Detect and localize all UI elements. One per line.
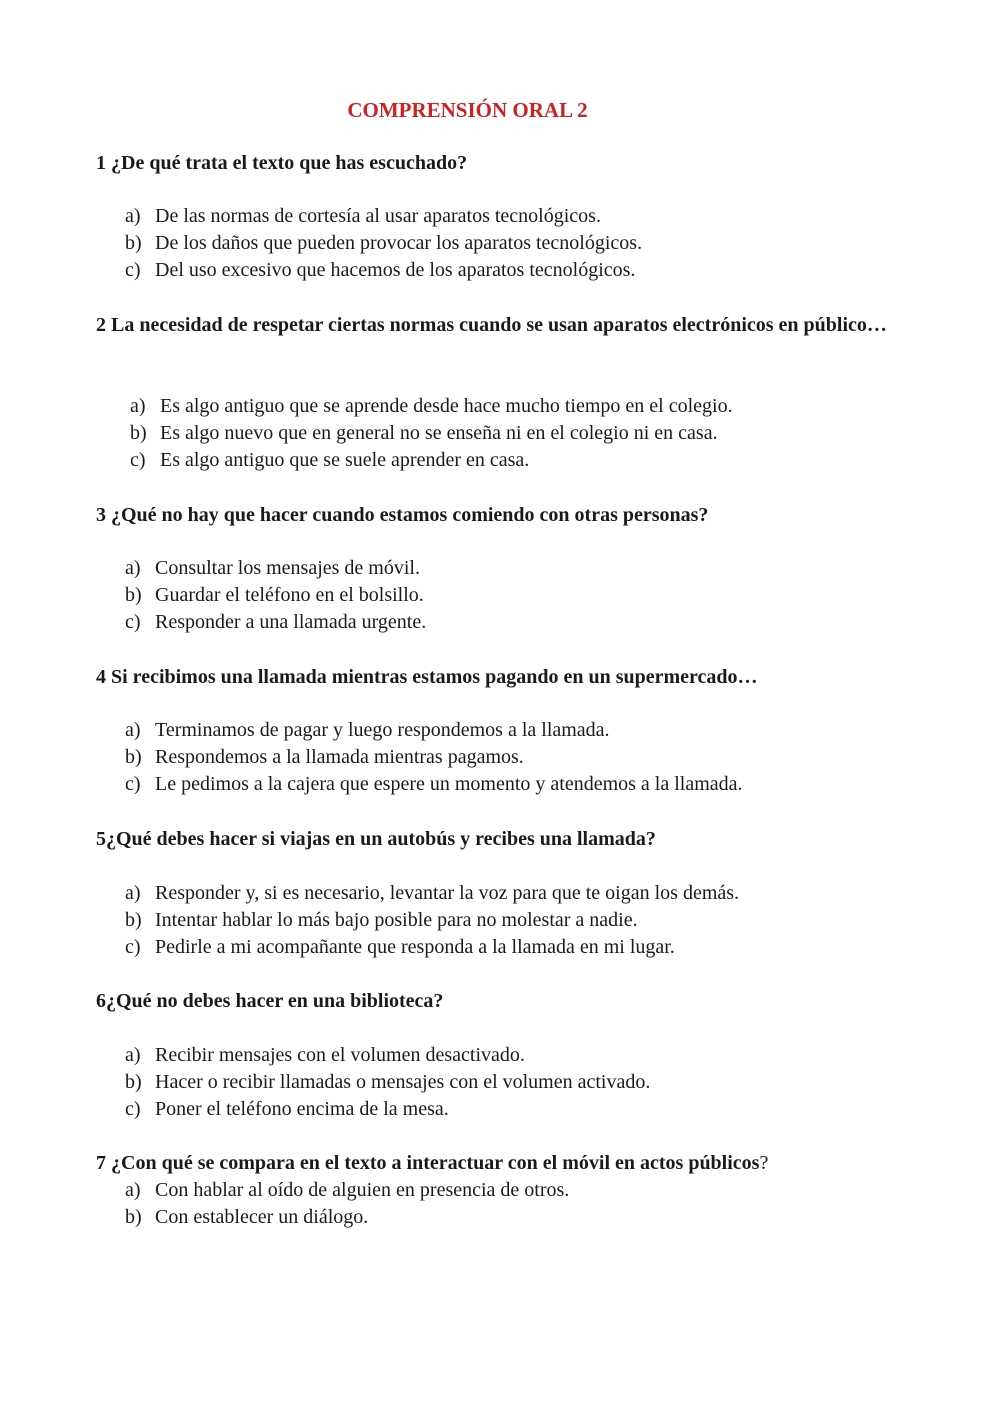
question-3-text: 3 ¿Qué no hay que hacer cuando estamos comiendo con otras personas? — [96, 504, 709, 526]
option-4b[interactable] — [125, 744, 743, 771]
question-2-options — [130, 393, 733, 474]
option-text: Recibir mensajes con el volumen desactivado. — [155, 1044, 525, 1066]
option-letter: a) — [125, 1044, 141, 1066]
option-text: Intentar hablar lo más bajo posible para no molestar a nadie. — [155, 909, 638, 931]
question-1-text: 1 ¿De qué trata el texto que has escuchado? — [96, 152, 468, 174]
option-text: Hacer o recibir llamadas o mensajes con el volumen activado. — [155, 1071, 651, 1093]
option-text: De los daños que pueden provocar los aparatos tecnológicos. — [155, 232, 643, 254]
option-letter: c) — [125, 1098, 141, 1120]
question-7-text: 7 ¿Con qué se compara en el texto a interactuar con el móvil en actos públicos — [96, 1152, 760, 1174]
question-7-mark: ? — [759, 1152, 769, 1174]
option-text: Del uso excesivo que hacemos de los aparatos tecnológicos. — [155, 259, 636, 281]
option-letter: c) — [125, 259, 141, 281]
option-3c[interactable] — [125, 609, 426, 636]
option-text: Responder y, si es necesario, levantar la voz para que te oigan los demás. — [155, 882, 740, 904]
option-text: Respondemos a la llamada mientras pagamos. — [155, 746, 524, 768]
option-1b[interactable] — [125, 230, 642, 257]
option-3a[interactable] — [125, 555, 426, 582]
option-1c[interactable] — [125, 257, 642, 284]
question-7 — [96, 1150, 906, 1177]
page-title: COMPRENSIÓN ORAL 2 — [347, 98, 588, 122]
question-3 — [96, 502, 906, 529]
option-letter: b) — [125, 909, 142, 931]
question-5-text: 5¿Qué debes hacer si viajas en un autobús y recibes una llamada? — [96, 828, 656, 850]
option-text: Es algo antiguo que se suele aprender en casa. — [160, 449, 530, 471]
option-4c[interactable] — [125, 771, 743, 798]
option-2a[interactable] — [130, 393, 733, 420]
option-5b[interactable] — [125, 907, 739, 934]
option-text: Con hablar al oído de alguien en presencia de otros. — [155, 1179, 570, 1201]
option-6c[interactable] — [125, 1096, 650, 1123]
option-7b[interactable] — [125, 1204, 569, 1231]
option-text: Es algo nuevo que en general no se enseña ni en el colegio ni en casa. — [160, 422, 718, 444]
option-text: Responder a una llamada urgente. — [155, 611, 427, 633]
option-text: Con establecer un diálogo. — [155, 1206, 369, 1228]
option-text: Es algo antiguo que se aprende desde hace mucho tiempo en el colegio. — [160, 395, 733, 417]
option-letter: a) — [125, 1179, 141, 1201]
option-5c[interactable] — [125, 934, 739, 961]
option-text: Guardar el teléfono en el bolsillo. — [155, 584, 424, 606]
option-letter: a) — [125, 882, 141, 904]
option-5a[interactable] — [125, 880, 739, 907]
option-6b[interactable] — [125, 1069, 650, 1096]
option-1a[interactable] — [125, 203, 642, 230]
question-4-options — [125, 717, 743, 798]
question-3-options — [125, 555, 426, 636]
question-7-options — [125, 1177, 569, 1231]
option-text: De las normas de cortesía al usar aparatos tecnológicos. — [155, 205, 601, 227]
option-letter: c) — [125, 773, 141, 795]
option-letter: a) — [130, 395, 146, 417]
question-1 — [96, 150, 906, 177]
option-4a[interactable] — [125, 717, 743, 744]
question-5 — [96, 826, 906, 853]
question-1-options — [125, 203, 642, 284]
option-letter: a) — [125, 719, 141, 741]
option-text: Consultar los mensajes de móvil. — [155, 557, 420, 579]
option-text: Poner el teléfono encima de la mesa. — [155, 1098, 449, 1120]
option-text: Le pedimos a la cajera que espere un momento y atendemos a la llamada. — [155, 773, 743, 795]
option-2b[interactable] — [130, 420, 733, 447]
question-2 — [96, 312, 906, 339]
option-text: Terminamos de pagar y luego respondemos a la llamada. — [155, 719, 610, 741]
option-letter: b) — [130, 422, 147, 444]
option-letter: b) — [125, 746, 142, 768]
option-letter: b) — [125, 1071, 142, 1093]
question-5-options — [125, 880, 739, 961]
question-6-text: 6¿Qué no debes hacer en una biblioteca? — [96, 990, 444, 1012]
option-letter: b) — [125, 1206, 142, 1228]
option-letter: a) — [125, 205, 141, 227]
question-4 — [96, 664, 906, 691]
option-3b[interactable] — [125, 582, 426, 609]
option-2c[interactable] — [130, 447, 733, 474]
option-letter: a) — [125, 557, 141, 579]
option-6a[interactable] — [125, 1042, 650, 1069]
option-letter: c) — [130, 449, 146, 471]
question-6-options — [125, 1042, 650, 1123]
option-letter: b) — [125, 584, 142, 606]
option-letter: c) — [125, 611, 141, 633]
question-4-text: 4 Si recibimos una llamada mientras estamos pagando en un supermercado… — [96, 666, 758, 688]
option-letter: c) — [125, 936, 141, 958]
option-text: Pedirle a mi acompañante que responda a la llamada en mi lugar. — [155, 936, 675, 958]
question-2-text: 2 La necesidad de respetar ciertas normas cuando se usan aparatos electrónicos en público… — [96, 314, 887, 336]
question-6 — [96, 988, 906, 1015]
option-7a[interactable] — [125, 1177, 569, 1204]
option-letter: b) — [125, 232, 142, 254]
